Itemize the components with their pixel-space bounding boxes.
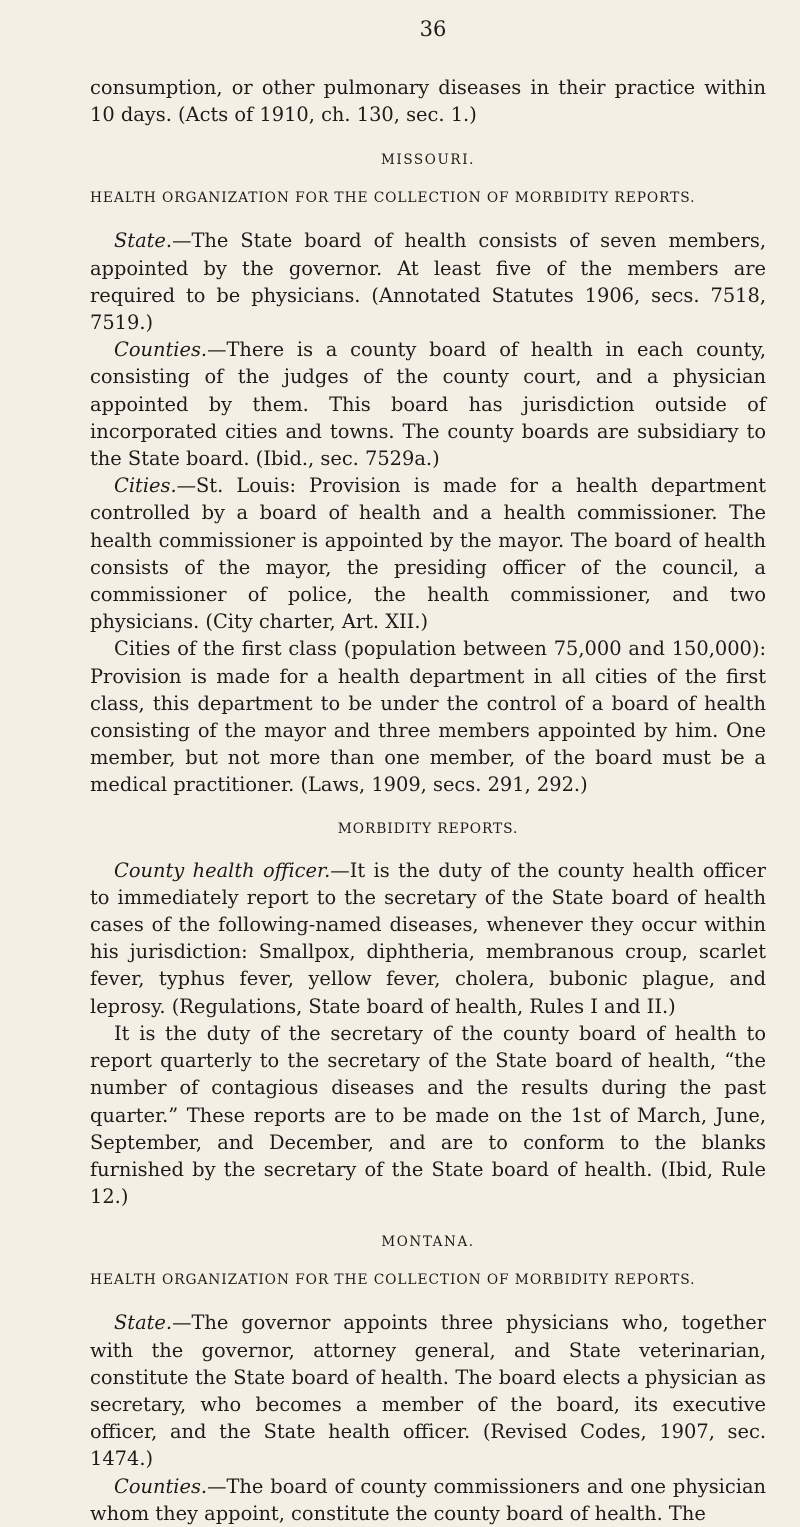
montana-state-label: State. — [114, 1311, 173, 1335]
montana-organization-heading: HEALTH ORGANIZATION FOR THE COLLECTION OF MORBIDITY REPORTS. — [90, 1272, 696, 1289]
montana-heading: MONTANA. — [381, 1234, 475, 1251]
montana-counties-label: Counties. — [114, 1474, 208, 1498]
montana-state-text: —The governor appoints three physicians who, together with the governor, attorney general, and State veterinarian, constitute the State board of health. The board elects a physician as secretary, who becomes a member of the board, its executive officer, and the State health officer. (Revised Codes, 1907, sec. 1474.) — [90, 1311, 766, 1471]
missouri-counties-text: —There is a county board of health in each county, consisting of the judges of the county court, and a physician appointed by them. This board has jurisdiction outside of incorporated cities and towns. The county boards are subsidiary to the State board. (Ibid., sec. 7529a.) — [90, 338, 766, 471]
montana-state-paragraph — [90, 1309, 766, 1472]
missouri-organization-heading: HEALTH ORGANIZATION FOR THE COLLECTION OF MORBIDITY REPORTS. — [90, 190, 696, 207]
missouri-cities-paragraph — [90, 472, 766, 635]
intro-paragraph: consumption, or other pulmonary diseases in their practice within 10 days. (Acts of 1910, ch. 130, sec. 1.) — [90, 76, 766, 127]
page-number: 36 — [419, 17, 447, 41]
montana-counties-text: —The board of county commissioners and one physician whom they appoint, constitute the county board of health. The — [90, 1474, 766, 1525]
missouri-counties-label: Counties. — [114, 338, 208, 362]
montana-counties-paragraph — [90, 1473, 766, 1527]
missouri-cities-label: Cities. — [114, 474, 177, 498]
missouri-counties-paragraph — [90, 336, 766, 472]
missouri-cities-text: —St. Louis: Provision is made for a health department controlled by a board of health and a health commissioner. The health commissioner is appointed by the mayor. The board of health consists of the mayor, the presiding officer of the council, a commissioner of police, the health commissioner, and two physicians. (City charter, Art. XII.) — [90, 474, 766, 634]
missouri-county-health-officer-label: County health officer. — [114, 858, 331, 882]
missouri-state-text: —The State board of health consists of seven members, appointed by the governor. At least five of the members are required to be physicians. (Annotated Statutes 1906, secs. 7518, 7519.) — [90, 229, 766, 335]
missouri-county-health-officer-paragraph — [90, 857, 766, 1020]
missouri-county-health-officer-text: —It is the duty of the county health officer to immediately report to the secretary of the State board of health cases of the following-named diseases, whenever they occur within his jurisdiction: Smallpox, diphtheria, membranous croup, scarlet fever, typhus fever, yellow fever, cholera, bubonic plague, and leprosy. (Regulations, State board of health, Rules I and II.) — [90, 858, 766, 1018]
missouri-heading: MISSOURI. — [380, 152, 476, 169]
missouri-first-class-cities-paragraph: Cities of the first class (population between 75,000 and 150,000): Provision is made for a health department in all cities of the first class, this department to be under the control of a board of health consisting of the mayor and three members appointed by him. One member, but not more than one member, of the board must be a medical practitioner. (Laws, 1909, secs. 291, 292.) — [90, 637, 766, 797]
missouri-quarterly-report-paragraph: It is the duty of the secretary of the county board of health to report quarterly to the secretary of the State board of health, “the number of contagious diseases and the results during the past quarter.” These reports are to be made on the 1st of March, June, September, and December, and are to conform to the blanks furnished by the secretary of the State board of health. (Ibid, Rule 12.) — [90, 1021, 766, 1209]
missouri-state-paragraph — [90, 227, 766, 336]
missouri-morbidity-heading: MORBIDITY REPORTS. — [337, 820, 519, 837]
missouri-state-label: State. — [114, 229, 173, 253]
